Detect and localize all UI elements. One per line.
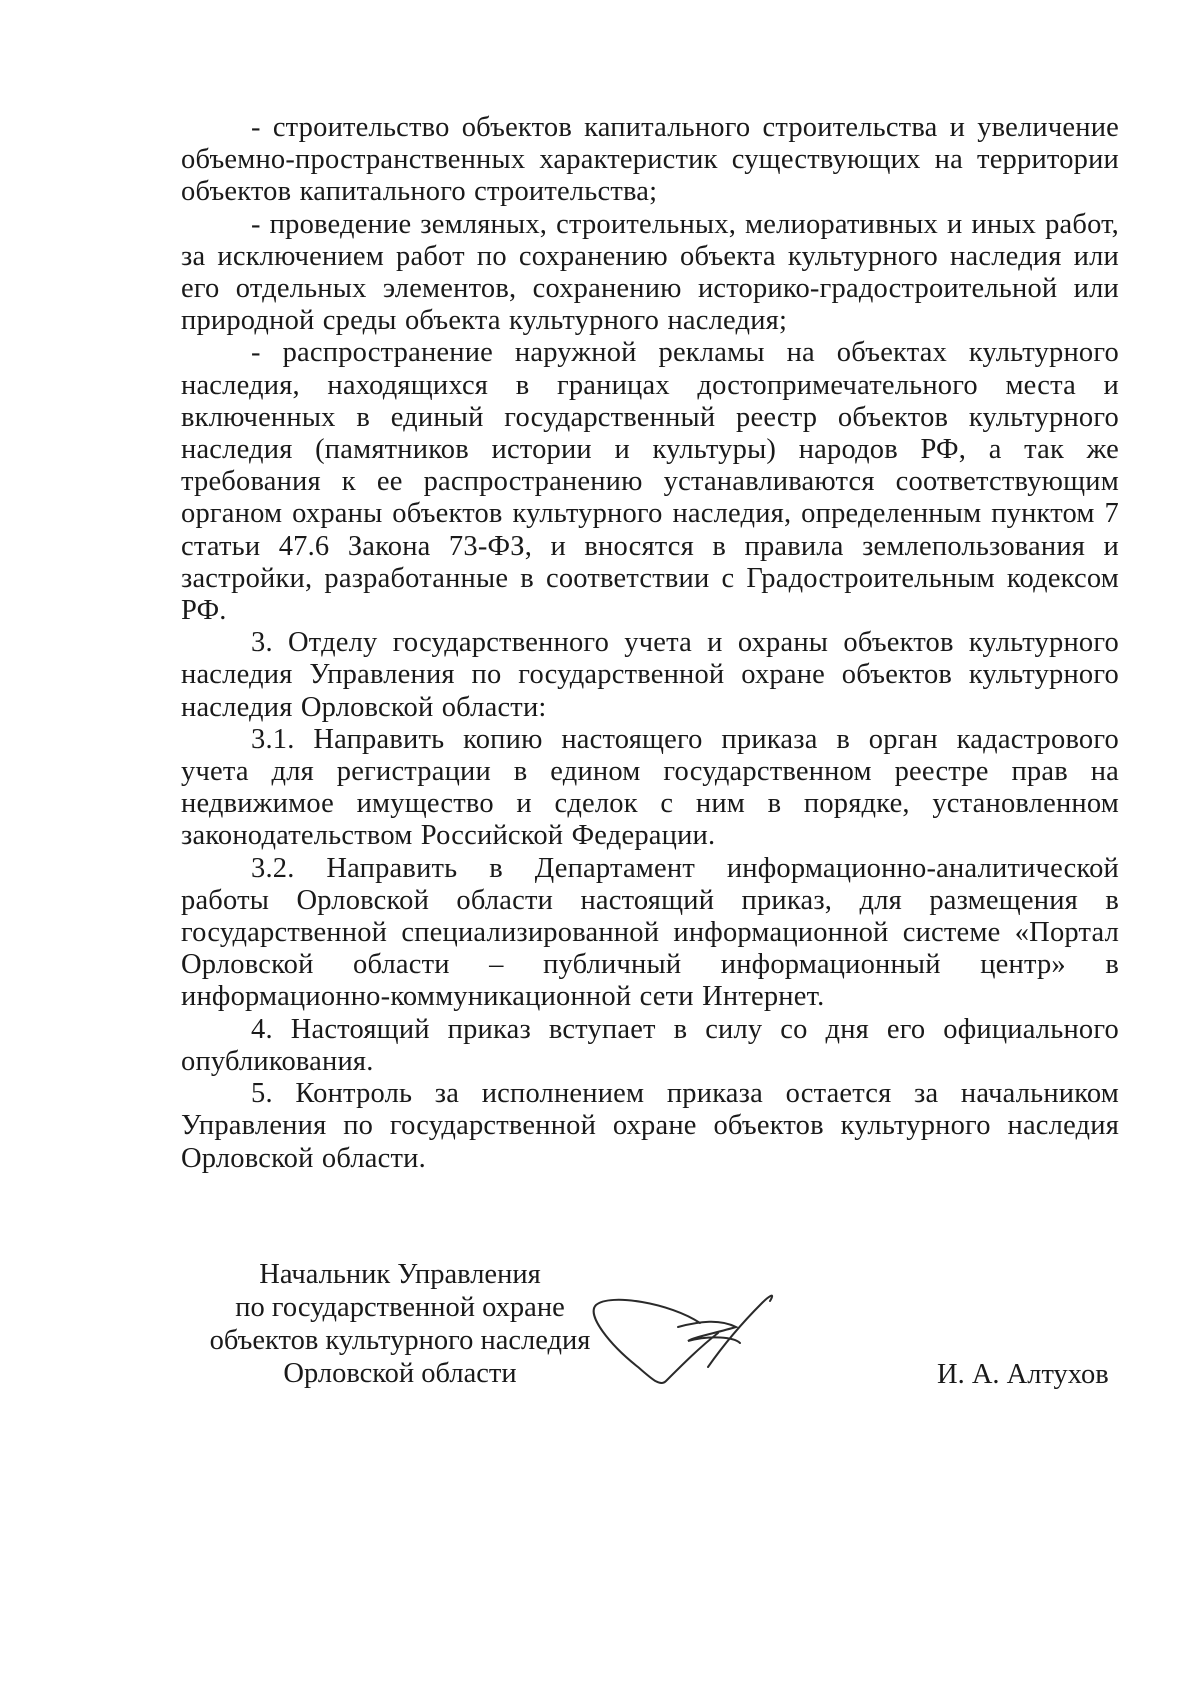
signatory-position-line: Начальник Управления bbox=[259, 1259, 541, 1290]
paragraph-item-3: 3. Отделу государственного учета и охраны объектов культурного наследия Управления по государственной охране объектов культурного наследия Орловской области: bbox=[181, 627, 1119, 723]
paragraph-item-3-2: 3.2. Направить в Департамент информационно-аналитической работы Орловской области настоящий приказ, для размещения в государственной специализированной информационной системе «Портал Орловской области – публичный информационный центр» в информационно-коммуникационной сети Интернет. bbox=[181, 852, 1119, 1013]
paragraph-capital-construction: - строительство объектов капитального строительства и увеличение объемно-пространственных характеристик существующих на территории объектов капитального строительства; bbox=[181, 112, 1119, 208]
paragraph-item-4: 4. Настоящий приказ вступает в силу со дня его официального опубликования. bbox=[181, 1013, 1119, 1077]
signatory-position-line: Орловской области bbox=[283, 1358, 517, 1389]
document-body bbox=[181, 112, 1119, 1175]
paragraph-earthworks: - проведение земляных, строительных, мелиоративных и иных работ, за исключением работ по сохранению объекта культурного наследия или его отдельных элементов, сохранению историко-градостроительной или природной среды объекта культурного наследия; bbox=[181, 208, 1119, 337]
paragraph-item-3-1: 3.1. Направить копию настоящего приказа в орган кадастрового учета для регистрации в едином государственном реестре прав на недвижимое имущество и сделок с ним в порядке, установленном законодательством Российской Федерации. bbox=[181, 723, 1119, 852]
signatory-name: И. А. Алтухов bbox=[937, 1359, 1109, 1390]
signatory-position-line: объектов культурного наследия bbox=[209, 1325, 591, 1356]
signature-stroke-loop bbox=[594, 1300, 718, 1383]
paragraph-outdoor-advertising: - распространение наружной рекламы на объектах культурного наследия, находящихся в границах достопримечательного места и включенных в единый государственный реестр объектов культурного наследия (памятников истории и культуры) народов РФ, а так же требования к ее распространению устанавливаются соответствующим органом охраны объектов культурного наследия, определенным пунктом 7 статьи 47.6 Закона 73-ФЗ, и вносятся в правила землепользования и застройки, разработанные в соответствии с Градостроительным кодексом РФ. bbox=[181, 337, 1119, 627]
signatory-position-line: по государственной охране bbox=[235, 1292, 565, 1323]
handwritten-signature bbox=[590, 1275, 830, 1405]
paragraph-item-5: 5. Контроль за исполнением приказа остается за начальником Управления по государственной охране объектов культурного наследия Орловской области. bbox=[181, 1078, 1119, 1174]
signatory-position bbox=[180, 1258, 620, 1390]
